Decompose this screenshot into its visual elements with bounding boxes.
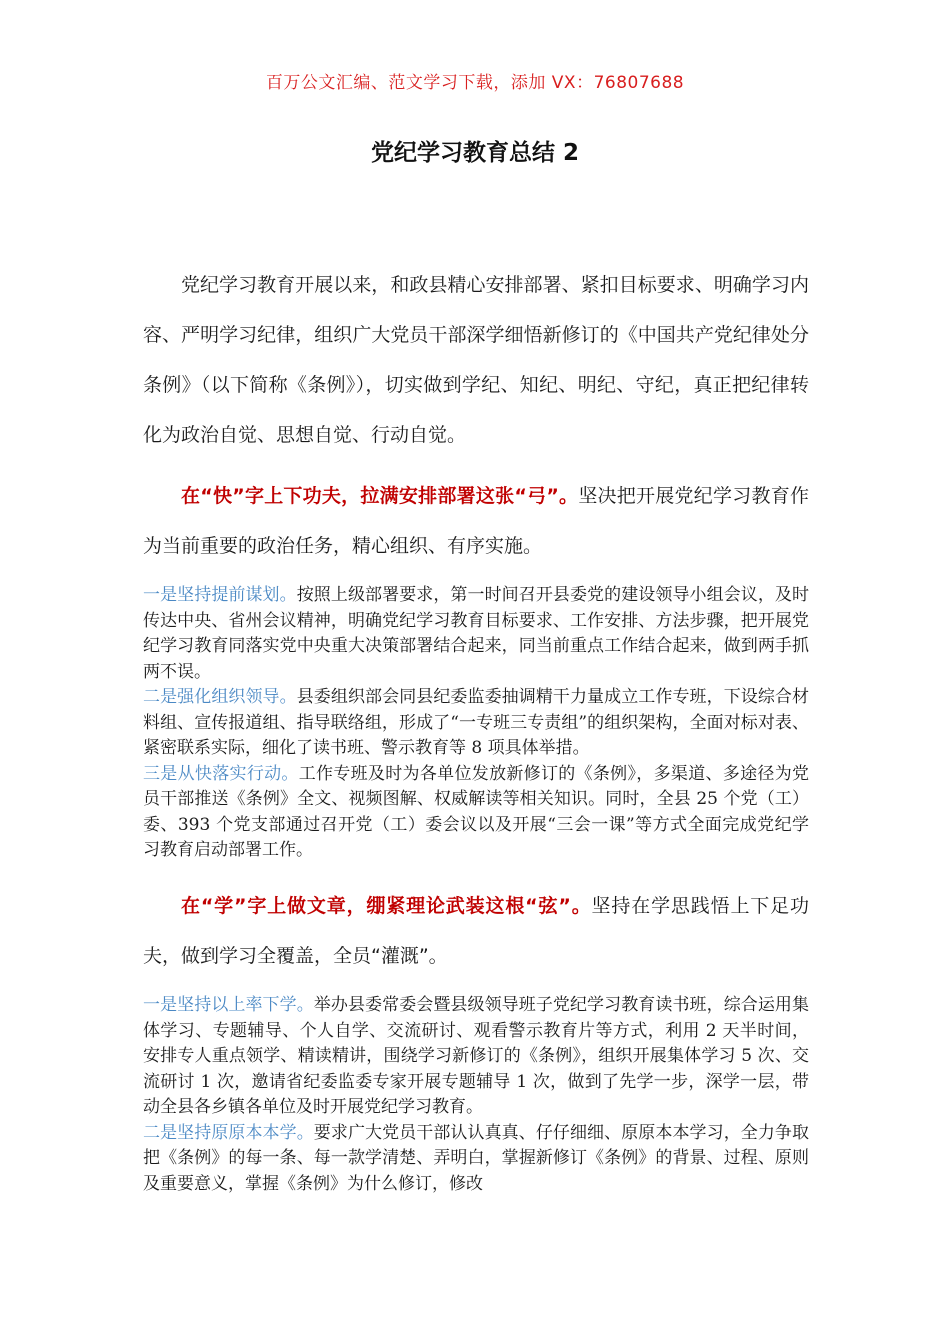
section-1-heading: 在“快”字上下功夫，拉满安排部署这张“弓”。 [181, 485, 579, 507]
section-2-item-2-lead: 二是坚持原原本本学。 [143, 1122, 314, 1143]
section-1-item-1-text: 按照上级部署要求，第一时间召开县委党的建设领导小组会议，及时传达中央、省州会议精神，明确党纪学习教育目标要求、工作安排、方法步骤，把开展党纪学习教育同落实党中央重大决策部署结合起来，同当前重点工作结合起来，做到两手抓两不误。 [143, 585, 810, 682]
section-1-item-3 [143, 762, 809, 864]
watermark-contact: 百万公文汇编、范文学习下载，添加 VX：76807688 [265, 73, 685, 93]
section-1-item-2 [143, 685, 809, 762]
section-1-heading-paragraph [143, 471, 809, 571]
section-1-item-1 [143, 583, 809, 685]
section-1-item-1-lead: 一是坚持提前谋划。 [143, 585, 297, 605]
section-1-body [143, 583, 809, 864]
intro-paragraph: 党纪学习教育开展以来，和政县精心安排部署、紧扣目标要求、明确学习内容、严明学习纪律，组织广大党员干部深学细悟新修订的《中国共产党纪律处分条例》（以下简称《条例》），切实做到学纪、知纪、明纪、守纪，真正把纪律转化为政治自觉、思想自觉、行动自觉。 [143, 274, 809, 446]
section-1-item-2-lead: 二是强化组织领导。 [143, 687, 297, 707]
section-2-item-2-text: 要求广大党员干部认认真真、仔仔细细、原原本本学习，全力争取把《条例》的每一条、每一款学清楚、弄明白，掌握新修订《条例》的背景、过程、原则及重要意义，掌握《条例》为什么修订，修改 [143, 1122, 810, 1194]
section-2-heading: 在“学”字上做文章，绷紧理论武装这根“弦”。 [181, 895, 592, 917]
section-1-item-2-text: 县委组织部会同县纪委监委抽调精干力量成立工作专班，下设综合材料组、宣传报道组、指导联络组，形成了“一专班三专责组”的组织架构，全面对标对表、紧密联系实际，细化了读书班、警示教育等 8 项具体举措。 [143, 687, 810, 758]
section-2-item-1-lead: 一是坚持以上率下学。 [143, 995, 314, 1015]
section-2-body [143, 993, 809, 1197]
section-2-heading-paragraph [143, 881, 809, 981]
section-1-heading-rest: 坚决把开展党纪学习教育作为当前重要的政治任务，精心组织、有序实施。 [143, 485, 809, 557]
section-2-heading-rest: 坚持在学思践悟上下足功夫，做到学习全覆盖，全员“灌溉”。 [143, 895, 809, 967]
section-2-item-2 [143, 1121, 809, 1198]
section-1-item-3-lead: 三是从快落实行动。 [143, 763, 299, 784]
page-title: 党纪学习教育总结 2 [370, 140, 579, 166]
section-1-item-3-text: 工作专班及时为各单位发放新修订的《条例》，多渠道、多途径为党员干部推送《条例》全文、视频图解、权威解读等相关知识。同时，全县 25 个党（工）委、393 个党支部通过召开党（工）委会议以及开展“三会一课”等方式全面完成党纪学习教育启动部署工作。 [143, 763, 810, 860]
section-2-item-1 [143, 993, 809, 1121]
section-2-item-1-text: 举办县委常委会暨县级领导班子党纪学习教育读书班，综合运用集体学习、专题辅导、个人自学、交流研讨、观看警示教育片等方式，利用 2 天半时间，安排专人重点领学、精读精讲，围绕学习新修订的《条例》，组织开展集体学习 5 次、交流研讨 1 次，邀请省纪委监委专家开展专题辅导 1 次，做到了先学一步，深学一层，带动全县各乡镇各单位及时开展党纪学习教育。 [143, 995, 810, 1117]
